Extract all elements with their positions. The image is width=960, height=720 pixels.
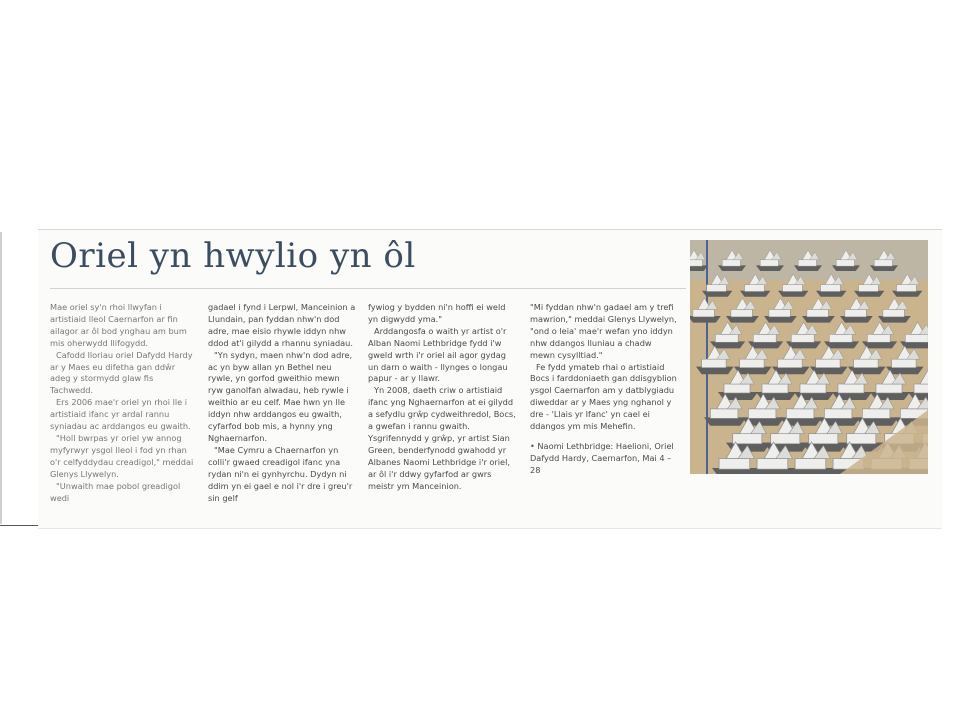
article-column-4 xyxy=(530,302,678,477)
paragraph: "Unwaith mae pobol greadigol wedi xyxy=(50,480,181,503)
page-edge xyxy=(0,232,40,524)
paragraph: gadael i fynd i Lerpwl, Manceinion a Llundain, pan fyddan nhw'n dod adre, mae eisio rhywle iddyn nhw ddod at'i gilydd a rhannu syniadau. xyxy=(208,302,356,348)
paragraph: fywiog y bydden ni'n hoffi ei weld yn digwydd yma." xyxy=(368,302,506,324)
headline-rule xyxy=(50,288,686,289)
article-column-3 xyxy=(368,302,516,493)
paper-boats-image xyxy=(690,240,928,474)
exhibition-credit: • Naomi Lethbridge: Haelioni, Oriel Dafydd Hardy, Caernarfon, Mai 4 – 28 xyxy=(530,440,674,475)
paragraph: "Holl bwrpas yr oriel yw annog myfyrwyr ysgol lleol i fod yn rhan o'r celfyddydau creadigol," meddai Glenys Llywelyn. xyxy=(50,432,194,479)
article-column-1 xyxy=(50,302,198,504)
paragraph: "Mae Cymru a Chaernarfon yn colli'r gwaed creadigol ifanc yna rydan ni'n ei gynhyrchu. Dydyn ni ddim yn ei gael e nol i'r dre i greu'r sin gelf xyxy=(208,444,353,503)
paragraph: Fe fydd ymateb rhai o artistiaid Bocs i farddoniaeth gan ddisgyblion ysgol Caernarfon am y datblygiadu diweddar ar y Maes yng nghanol y dre - 'Llais yr Ifanc' yn cael ei ddangos ym mis Mehefin. xyxy=(530,361,677,432)
paragraph: Yn 2008, daeth criw o artistiaid ifanc yng Nghaernarfon at ei gilydd a sefydlu grŵp cydweithredol, Bocs, a gwefan i rannu gwaith. Ysgrifennydd y grŵp, yr artist Sian Green, benderfynodd gwahodd yr Albanes Naomi Lethbridge i'r oriel, ar ôl i'r ddwy gyfarfod ar gwrs meistr ym Manceinion. xyxy=(368,385,516,491)
article-column-2 xyxy=(208,302,356,504)
paragraph: Ers 2006 mae'r oriel yn rhoi lle i artistiaid ifanc yr ardal rannu syniadau ac arddangos eu gwaith. xyxy=(50,397,191,432)
paragraph: "Yn sydyn, maen nhw'n dod adre, ac yn byw allan yn Bethel neu rywle, yn gorfod gweithio mewn ryw ganolfan alwadau, heb rywle i weithio ar eu celf. Mae hwn yn lle iddyn nhw arddangos eu gwaith, cyfarfod bob mis, a hynny yng Nghaernarfon. xyxy=(208,349,353,443)
paper-boats-photo xyxy=(690,240,928,474)
page-edge-line xyxy=(0,525,38,526)
headline: Oriel yn hwylio yn ôl xyxy=(50,236,416,276)
paragraph: Mae oriel sy'n rhoi llwyfan i artistiaid lleol Caernarfon ar fin ailagor ar ôl bod ynghau am bum mis oherwydd llifogydd. xyxy=(50,302,187,348)
paragraph: Cafodd lloriau oriel Dafydd Hardy ar y Maes eu difetha gan ddŵr adeg y stormydd glaw fis Tachwedd. xyxy=(50,349,193,396)
paragraph: "Mi fyddan nhw'n gadael am y trefi mawrion," meddai Glenys Llywelyn, "ond o leia' mae'r wefan yno iddyn nhw ddangos lluniau a chadw mewn cysylltiad." xyxy=(530,302,677,360)
paragraph: Arddangosfa o waith yr artist o'r Alban Naomi Lethbridge fydd i'w gweld wrth i'r oriel ail agor gydag un darn o waith - llynges o longau papur - ar y llawr. xyxy=(368,325,508,384)
